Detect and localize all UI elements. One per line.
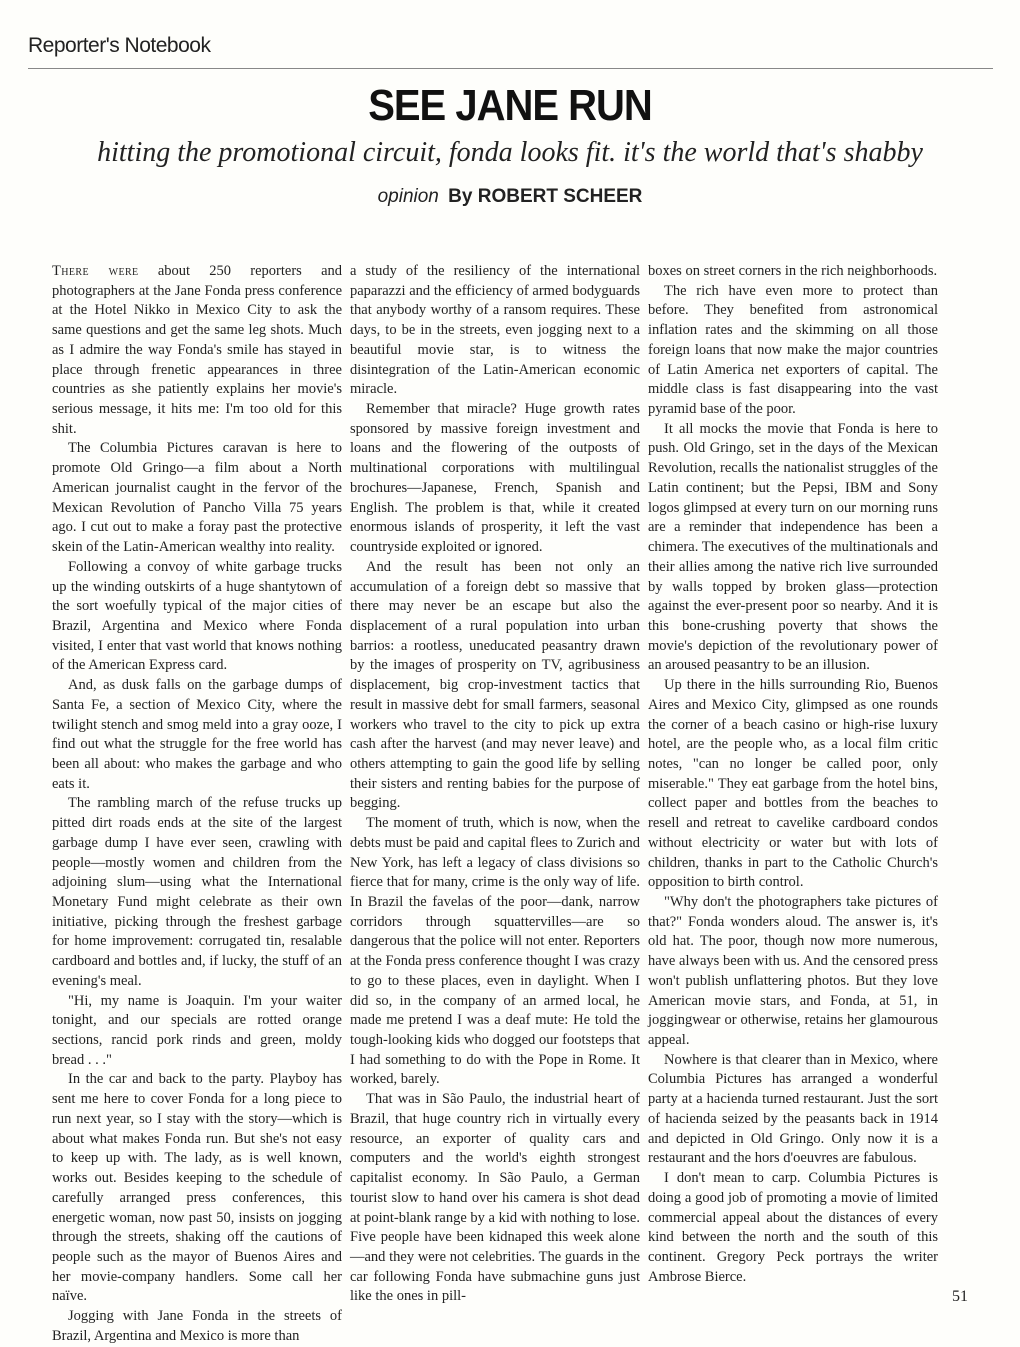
paragraph: "Hi, my name is Joaquin. I'm your waiter tonight, and our specials are rotted orange sections, rancid pork rinds and green, moldy bread . . ." (52, 992, 342, 1068)
deck: hitting the promotional circuit, fonda looks fit. it's the world that's shabby (97, 137, 923, 168)
paragraph: It all mocks the movie that Fonda is here to push. Old Gringo, set in the days of the Mexican Revolution, recalls the nationalist struggles of the Latin continent; but the Pepsi, IBM and Sony logos glimpsed at every turn on our morning runs are a reminder that independence has been a chimera. The executives of the multinationals and their allies among the native rich live surrounded by walls topped by broken glass—protection against the ever-present poor so nearby. And it is this bone-crushing poverty that shows the movie's depiction of the revolutionary power of an aroused peasantry to be an illusion. (648, 420, 938, 674)
page-number: 51 (952, 1288, 968, 1305)
paragraph: Up there in the hills surrounding Rio, Buenos Aires and Mexico City, glimpsed as one rounds the corner of a beach casino or high-rise luxury hotel, are the people who, as a local film critic notes, "can no longer be called poor, only miserable." They eat garbage from the hotel bins, collect paper and bottles from the beaches to resell and retreat to cavelike cardboard condos without electricity or water but with lots of children, thanks in part to the Catholic Church's opposition to birth control. (648, 677, 938, 891)
header-rule (28, 68, 993, 69)
paragraph: The rambling march of the refuse trucks up pitted dirt roads ends at the site of the largest garbage dump I have ever seen, crawling with people—mostly women and children from the adjoining slum—using what the International Monetary Fund might celebrate as their own initiative, picking through the freshest garbage for home improvement: corrugated tin, resalable cardboard and bottles and, if lucky, the stuff of an evening's meal. (52, 795, 342, 989)
section-label: Reporter's Notebook (28, 34, 211, 57)
byline-author: By ROBERT SCHEER (448, 186, 643, 207)
paragraph: "Why don't the photographers take pictures of that?" Fonda wonders aloud. The answer is, it's old hat. The poor, though now more numerous, have always been with us. And the censored press won't publish unflattering photos. But they love American movie stars, and Fonda, at 51, in joggingwear or otherwise, retains her glamourous appeal. (648, 894, 938, 1049)
paragraph: a study of the resiliency of the international paparazzi and the efficiency of armed bodyguards that anybody worthy of a ransom requires. These days, to be in the streets, even jogging next to a beautiful movie star, is to witness the disintegration of the Latin-American economic miracle. (350, 263, 640, 398)
lead-in: There were (52, 263, 139, 279)
paragraph: Nowhere is that clearer than in Mexico, where Columbia Pictures has arranged a wonderful party at a hacienda turned restaurant. Just the sort of hacienda seized by the peasants back in 1914 and depicted in Old Gringo. Only now it is a restaurant and the hors d'oeuvres are fabulous. (648, 1051, 938, 1167)
article-column-1 (52, 262, 342, 1347)
paragraph: The rich have even more to protect than before. They benefited from astronomical inflation rates and the skimming on all those foreign loans that now make the major countries of Latin America net exporters of capital. The middle class is fast disappearing into the vast pyramid base of the poor. (648, 282, 938, 418)
paragraph: boxes on street corners in the rich neighborhoods. (648, 263, 938, 279)
paragraph: I don't mean to carp. Columbia Pictures is doing a good job of promoting a movie of limited commercial appeal about the distances of every kind between the north and the south of this continent. Gregory Peck portrays the writer Ambrose Bierce. (648, 1170, 938, 1285)
paragraph: Following a convoy of white garbage trucks up the winding outskirts of a huge shantytown of the sort woefully typical of the major cities of Brazil, Argentina and Mexico where Fonda visited, I enter that vast world that knows nothing of the American Express card. (52, 558, 342, 674)
headline: SEE JANE RUN (368, 82, 652, 130)
byline (0, 186, 1020, 208)
paragraph: The Columbia Pictures caravan is here to promote Old Gringo—a film about a North American journalist caught in the fervor of the Mexican Revolution of Pancho Villa 75 years ago. I cut out to make a foray past the protective skein of the Latin-American wealthy into reality. (52, 440, 342, 556)
paragraph (52, 262, 342, 439)
paragraph: That was in São Paulo, the industrial heart of Brazil, that huge country rich in virtually every resource, an exporter of quality cars and computers and the world's eighth strongest capitalist economy. In São Paulo, a German tourist slow to hand over his camera is shot dead at point-blank range by a kid with nothing to lose. Five people have been kidnaped this week alone—and they were not celebrities. The guards in the car following Fonda have submachine guns just like the ones in pill- (350, 1091, 640, 1305)
byline-tag: opinion (377, 186, 439, 207)
paragraph: Remember that miracle? Huge growth rates sponsored by massive foreign investment and loans and the flowering of the outposts of multinational corporations with multilingual brochures—Japanese, French, Spanish and English. The problem is that, while it created enormous islands of prosperity, it left the vast countryside exploited or ignored. (350, 401, 640, 556)
paragraph-text: about 250 reporters and photographers at the Jane Fonda press conference at the Hotel Nikko in Mexico City to ask the same questions and get the same leg shots. Much as I admire the way Fonda's smile has stayed in place through frenetic appearances in three countries as she patiently explains her movie's serious message, it hits me: I'm too old for this shit. (52, 263, 343, 437)
paragraph: In the car and back to the party. Playboy has sent me here to cover Fonda for a long piece to run next year, so I stay with the story—which is about what makes Fonda run. But she's not easy to keep up with. The lady, as is well known, works out. Besides keeping to the schedule of carefully arranged press conferences, this energetic woman, now past 50, insists on jogging through the streets, shaking off the cautions of people such as the mayor of Buenos Aires and her movie-company handlers. Some call her naïve. (52, 1071, 342, 1305)
paragraph: Jogging with Jane Fonda in the streets of Brazil, Argentina and Mexico is more than (52, 1308, 342, 1344)
article-column-3 (648, 262, 938, 1287)
paragraph: And, as dusk falls on the garbage dumps of Santa Fe, a section of Mexico City, where the twilight stench and smog meld into a gray ooze, I find out what the struggle for the free world has been all about: who makes the garbage and who eats it. (52, 677, 342, 792)
paragraph: The moment of truth, which is now, when the debts must be paid and capital flees to Zurich and New York, has left a legacy of class divisions so fierce that for many, crime is the only way of life. In Brazil the favelas of the poor—dank, narrow corridors through squattervilles—are so dangerous that the police will not enter. Reporters at the Fonda press conference thought I was crazy to go to these places, even in daylight. When I did so, in the company of an armed local, he made me pretend I was a deaf mute: He told the tough-looking kids who dogged our footsteps that I had something to do with the Pope in Rome. It worked, barely. (350, 815, 640, 1088)
paragraph: And the result has been not only an accumulation of a foreign debt so massive that there may never be an escape but also the displacement of a rural population into urban barrios: a rootless, uneducated peasantry drawn by the images of prosperity on TV, agribusiness displacement, big crop-investment tactics that result in massive debt for small farmers, seasonal workers who travel to the city to pick up extra cash after the harvest (and may never leave) and others attempting to gain the good life by selling their sisters and renting babies for the purpose of begging. (350, 558, 640, 812)
article-column-2 (350, 262, 640, 1307)
